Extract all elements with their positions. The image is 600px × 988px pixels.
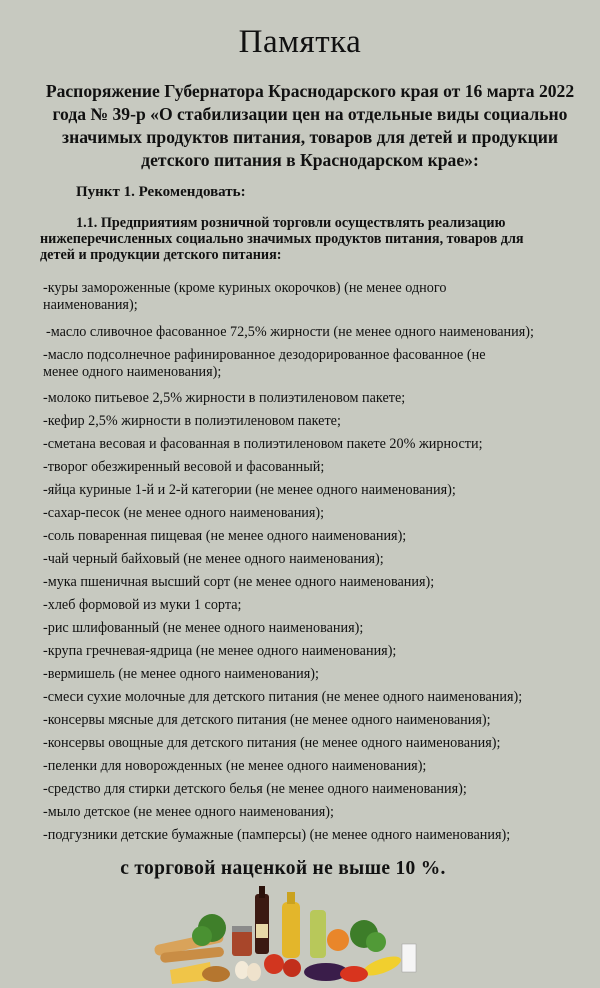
list-item: -подгузники детские бумажные (памперсы) (не менее одного наименования); (43, 827, 511, 843)
list-item: -кефир 2,5% жирности в полиэтиленовом пакете; (43, 413, 341, 429)
grocery-basket-illustration (150, 884, 420, 988)
list-item: -крупа гречневая-ядрица (не менее одного наименования); (43, 643, 397, 659)
markup-note: с торговой наценкой не выше 10 %. (120, 858, 446, 879)
list-item: -масло подсолнечное рафинированное дезодорированное фасованное (не менее одного наименования); (43, 347, 486, 380)
list-item: -молоко питьевое 2,5% жирности в полиэтиленовом пакете; (43, 390, 406, 406)
list-item: -сахар-песок (не менее одного наименования); (43, 505, 325, 521)
list-item: -консервы мясные для детского питания (не менее одного наименования); (43, 712, 491, 728)
list-item: -соль поваренная пищевая (не менее одного наименования); (43, 528, 407, 544)
list-item: -творог обезжиренный весовой и фасованный; (43, 459, 325, 475)
list-item: -смеси сухие молочные для детского питания (не менее одного наименования); (43, 689, 523, 705)
list-item: -сметана весовая и фасованная в полиэтиленовом пакете 20% жирности; (43, 436, 483, 452)
subpoint-paragraph (40, 215, 560, 263)
list-item: -пеленки для новорожденных (не менее одного наименования); (43, 758, 427, 774)
page-title: Памятка (238, 24, 362, 60)
subpoint-rest: нижеперечисленных социально значимых продуктов питания, товаров для детей и продукции детского питания: (40, 231, 524, 263)
list-item: -вермишель (не менее одного наименования); (43, 666, 319, 682)
list-item: -рис шлифованный (не менее одного наименования); (43, 620, 364, 636)
list-item: -куры замороженные (кроме куриных окорочков) (не менее одного наименования); (43, 280, 447, 313)
decree-heading: Распоряжение Губернатора Краснодарского края от 16 марта 2022 года № 39-р «О стабилизации цен на отдельные виды социально значимых продуктов питания, товаров для детей и продукции детского питания в Краснодарском крае»: (45, 81, 575, 170)
list-item: -консервы овощные для детского питания (не менее одного наименования); (43, 735, 501, 751)
list-item: -мука пшеничная высший сорт (не менее одного наименования); (43, 574, 435, 590)
list-item: -яйца куриные 1-й и 2-й категории (не менее одного наименования); (43, 482, 456, 498)
list-item: -хлеб формовой из муки 1 сорта; (43, 597, 242, 613)
list-item: -масло сливочное фасованное 72,5% жирности (не менее одного наименования); (46, 324, 534, 340)
subpoint-first-line: 1.1. Предприятиям розничной торговли осуществлять реализацию (76, 215, 506, 231)
list-item: -средство для стирки детского белья (не менее одного наименования); (43, 781, 467, 797)
list-item: -чай черный байховый (не менее одного наименования); (43, 551, 384, 567)
point-heading: Пункт 1. Рекомендовать: (76, 184, 246, 200)
list-item: -мыло детское (не менее одного наименования); (43, 804, 334, 820)
